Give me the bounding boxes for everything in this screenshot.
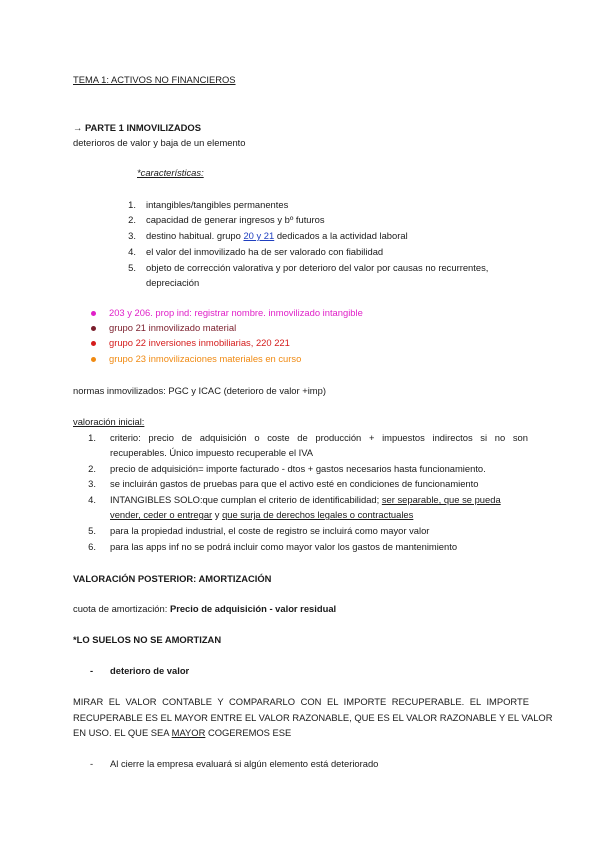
cuota-line [73,603,336,615]
list-item [146,230,408,242]
list-number: 5. [128,262,136,273]
list-item: intangibles/tangibles permanentes [146,199,289,210]
list-item-continuation: depreciación [146,277,200,288]
list-item: capacidad de generar ingresos y bº futuros [146,214,325,225]
list-number: 6. [88,541,96,552]
list-number: 5. [88,525,96,536]
bullet-icon [91,341,96,346]
bullet-icon [91,357,96,362]
grupo-item: grupo 22 inversiones inmobiliarias, 220 221 [109,337,290,348]
list-item: precio de adquisición= importe facturado - dtos + gastos necesarios hasta funcionamiento. [110,463,486,474]
cierre-text: Al cierre la empresa evaluará si algún elemento está deteriorado [110,758,379,769]
paragraph-text: EN USO. EL QUE SEA [73,727,172,738]
page-title: TEMA 1: ACTIVOS NO FINANCIEROS [73,74,236,85]
part1-heading: → PARTE 1 INMOVILIZADOS [73,122,201,133]
valoracion-label: valoración inicial: [73,416,145,427]
list-number: 4. [88,494,96,505]
list-number: 4. [128,246,136,257]
list-number: 2. [128,214,136,225]
list-item: objeto de corrección valorativa y por deterioro del valor por causas no recurrentes, [146,262,489,273]
list-item-text: destino habitual. grupo [146,230,244,241]
dash-bullet: - [90,665,94,676]
underlined-text: MAYOR [171,727,206,738]
list-item: para las apps inf no se podrá incluir como mayor valor los gastos de mantenimiento [110,541,458,552]
list-item-text: INTANGIBLES SOLO:que cumplan el criterio de identificabilidad; [110,494,382,505]
underlined-text: vender, ceder o entregar [110,509,213,520]
cuota-value: Precio de adquisición - valor residual [169,603,337,614]
list-item: criterio: precio de adquisición o coste de producción + impuestos indirectos si no son [110,432,528,443]
list-item-text: dedicados a la actividad laboral [274,230,408,241]
list-number: 3. [88,478,96,489]
list-number: 1. [88,432,96,443]
list-number: 1. [128,199,136,210]
grupo-item: 203 y 206. prop ind: registrar nombre. inmovilizado intangible [109,307,363,318]
grupo-item: grupo 21 inmovilizado material [109,322,237,333]
list-item: se incluirán gastos de pruebas para que el activo esté en condiciones de funcionamiento [110,478,479,489]
underlined-text: que surja de derechos legales o contractuales [222,509,414,520]
deterioro-paragraph-line: RECUPERABLE ES EL MAYOR ENTRE EL VALOR RAZONABLE, QUE ES EL VALOR RAZONABLE Y EL VALOR [73,712,553,723]
list-number: 3. [128,230,136,241]
caracteristicas-label: *características: [137,167,204,178]
list-item: para la propiedad industrial, el coste de registro se incluirá como mayor valor [110,525,430,536]
dash-bullet: - [90,758,94,769]
deterioro-paragraph-line: MIRAR EL VALOR CONTABLE Y COMPARARLO CON EL IMPORTE RECUPERABLE. EL IMPORTE [73,696,529,707]
underlined-text: ser separable, que se pueda [381,494,501,505]
list-number: 2. [88,463,96,474]
grupo-link[interactable]: 20 y 21 [243,230,275,241]
part1-subtitle: deterioros de valor y baja de un elemento [73,137,246,148]
list-item: el valor del inmovilizado ha de ser valorado con fiabilidad [146,246,384,257]
cuota-label: cuota de amortización: [73,603,170,614]
list-item-continuation: recuperables. Único impuesto recuperable el IVA [110,447,314,458]
deterioro-paragraph-line [73,727,291,739]
suelos-note: *LO SUELOS NO SE AMORTIZAN [73,634,222,645]
list-item [110,494,501,506]
list-item-text: y [212,509,223,520]
posterior-heading: VALORACIÓN POSTERIOR: AMORTIZACIÓN [73,573,272,584]
paragraph-text: COGEREMOS ESE [205,727,292,738]
bullet-icon [91,326,96,331]
grupo-item: grupo 23 inmovilizaciones materiales en curso [109,353,302,364]
list-item-continuation [110,509,413,521]
bullet-icon [91,311,96,316]
deterioro-label: deterioro de valor [110,665,190,676]
normas-text: normas inmovilizados: PGC y ICAC (deterioro de valor +imp) [73,385,326,396]
